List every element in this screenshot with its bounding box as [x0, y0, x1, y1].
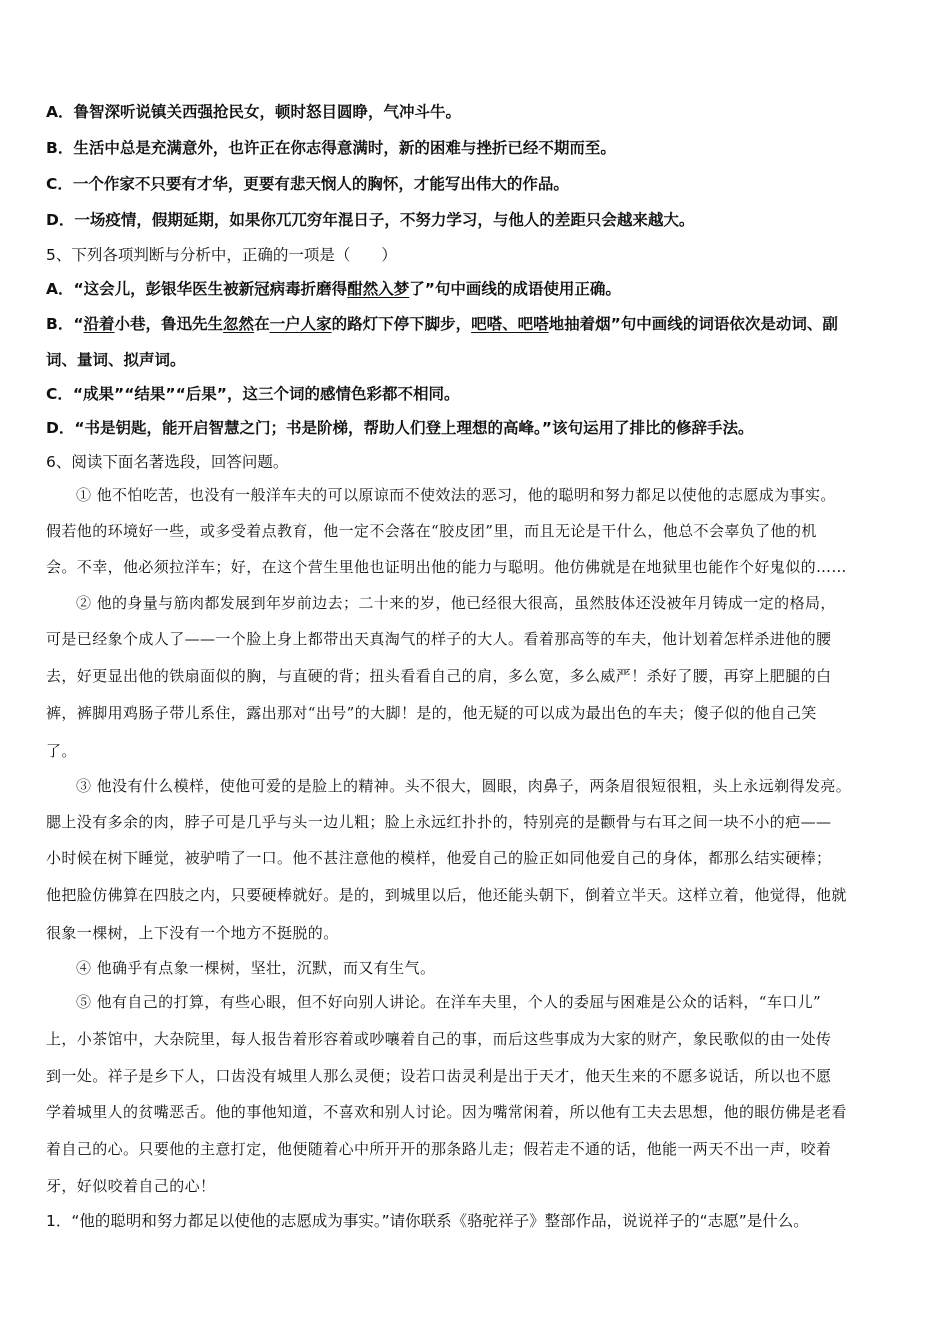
q5b-part3: 在 — [254, 315, 270, 333]
passage-line: 很象一棵树，上下没有一个地方不挺脱的。 — [46, 924, 339, 942]
q5b-part1: B．“ — [46, 315, 84, 333]
q5-option-b-line1 — [46, 314, 910, 334]
q5b-underlined-1: 沿着 — [83, 315, 115, 333]
q5-stem: 5、下列各项判断与分析中，正确的一项是（ ） — [46, 246, 397, 264]
q4-option-b: B．生活中总是充满意外，也许正在你志得意满时，新的困难与挫折已经不期而至。 — [46, 139, 616, 157]
passage-line: ④ 他确乎有点象一棵树，坚壮，沉默，而又有生气。 — [76, 959, 436, 977]
passage-line: ⑤ 他有自己的打算，有些心眼，但不好向别人讲论。在洋车夫里，个人的委屈与困难是公众的话料，“车口儿” — [76, 993, 822, 1011]
passage-line: 学着城里人的贫嘴恶舌。他的事他知道，不喜欢和别人讨论。因为嘴常闲着，所以他有工夫去思想，他的眼仿佛是老看 — [46, 1103, 847, 1121]
q5b-underlined-2: 忽然 — [223, 315, 255, 333]
passage-line: 裤，裤脚用鸡肠子带儿系住，露出那对“出号”的大脚！是的，他无疑的可以成为最出色的车夫；傻子似的他自己笑 — [46, 704, 817, 722]
q6-stem: 6、阅读下面名著选段，回答问题。 — [46, 453, 289, 471]
q5-option-c: C．“成果”“结果”“后果”，这三个词的感情色彩都不相同。 — [46, 385, 460, 403]
passage-line: 小时候在树下睡觉，被驴啃了一口。他不甚注意他的模样，他爱自己的脸正如同他爱自己的身体，都那么结实硬棒； — [46, 849, 832, 867]
passage-line: 假若他的环境好一些，或多受着点教育，他一定不会落在“胶皮团”里，而且无论是干什么，他总不会辜负了他的机 — [46, 522, 817, 540]
q4-option-d: D．一场疫情，假期延期，如果你兀兀穷年混日子，不努力学习，与他人的差距只会越来越大。 — [46, 211, 695, 229]
q6-question-1: 1．“他的聪明和努力都足以使他的志愿成为事实。”请你联系《骆驼祥子》整部作品，说说祥子的“志愿”是什么。 — [46, 1212, 809, 1230]
q5a-underlined-idiom: 酣然入梦 — [347, 280, 410, 298]
q5b-underlined-3: 一户人家 — [269, 315, 332, 333]
passage-line: 可是已经象个成人了——一个脸上身上都带出天真淘气的样子的大人。看着那高等的车夫，他计划着怎样杀进他的腰 — [46, 630, 832, 648]
passage-line: 牙，好似咬着自己的心！ — [46, 1177, 216, 1195]
passage-line: 去，好更显出他的铁扇面似的胸，与直硬的背；扭头看看自己的肩，多么宽，多么威严！杀好了腰，再穿上肥腿的白 — [46, 667, 832, 685]
q4-option-a: A．鲁智深听说镇关西强抢民女，顿时怒目圆睁，气冲斗牛。 — [46, 103, 461, 121]
q4-option-c: C．一个作家不只要有才华，更要有悲天悯人的胸怀，才能写出伟大的作品。 — [46, 175, 569, 193]
passage-line: 上，小茶馆中，大杂院里，每人报告着形容着或吵嚷着自己的事，而后这些事成为大家的财产，象民歌似的由一处传 — [46, 1030, 832, 1048]
passage-line: ② 他的身量与筋肉都发展到年岁前边去；二十来的岁，他已经很大很高，虽然肢体还没被年月铸成一定的格局， — [76, 594, 836, 612]
passage-line: 到一处。祥子是乡下人，口齿没有城里人那么灵便；设若口齿灵利是出于天才，他天生来的不愿多说话，所以也不愿 — [46, 1067, 832, 1085]
q5b-part2: 小巷，鲁迅先生 — [114, 315, 224, 333]
q5b-underlined-4: 吧嗒、吧嗒 — [471, 315, 549, 333]
q5b-part4: 的路灯下停下脚步， — [331, 315, 472, 333]
q5a-text-post: 了”句中画线的成语使用正确。 — [409, 280, 621, 298]
passage-line: 他把脸仿佛算在四肢之内，只要硬棒就好。是的，到城里以后，他还能头朝下，倒着立半天。这样立着，他觉得，他就 — [46, 886, 847, 904]
passage-line: ③ 他没有什么模样，使他可爱的是脸上的精神。头不很大，圆眼，肉鼻子，两条眉很短很粗，头上永远剃得发亮。 — [76, 777, 852, 795]
passage-line: 了。 — [46, 742, 77, 760]
passage-line: 腮上没有多余的肉，脖子可是几乎与头一边儿粗；脸上永远红扑扑的，特别亮的是颧骨与右耳之间一块不小的疤—— — [46, 813, 832, 831]
passage-line: 着自己的心。只要他的主意打定，他便随着心中所开开的那条路儿走；假若走不通的话，他能一两天不出一声，咬着 — [46, 1140, 832, 1158]
q5b-part5: 地抽着烟”句中画线的词语依次是动词、副 — [548, 315, 838, 333]
passage-line: ① 他不怕吃苦，也没有一般洋车夫的可以原谅而不使效法的恶习，他的聪明和努力都足以使他的志愿成为事实。 — [76, 486, 836, 504]
q5-option-a — [46, 279, 910, 299]
q5-option-b-line2: 词、量词、拟声词。 — [46, 351, 186, 369]
q5-option-d: D．“书是钥匙，能开启智慧之门；书是阶梯，帮助人们登上理想的高峰。”该句运用了排比的修辞手法。 — [46, 419, 754, 437]
q5a-text-pre: A．“这会儿，彭银华医生被新冠病毒折磨得 — [46, 280, 348, 298]
passage-line: 会。不幸，他必须拉洋车；好，在这个营生里他也证明出他的能力与聪明。他仿佛就是在地狱里也能作个好鬼似的…… — [46, 558, 847, 576]
